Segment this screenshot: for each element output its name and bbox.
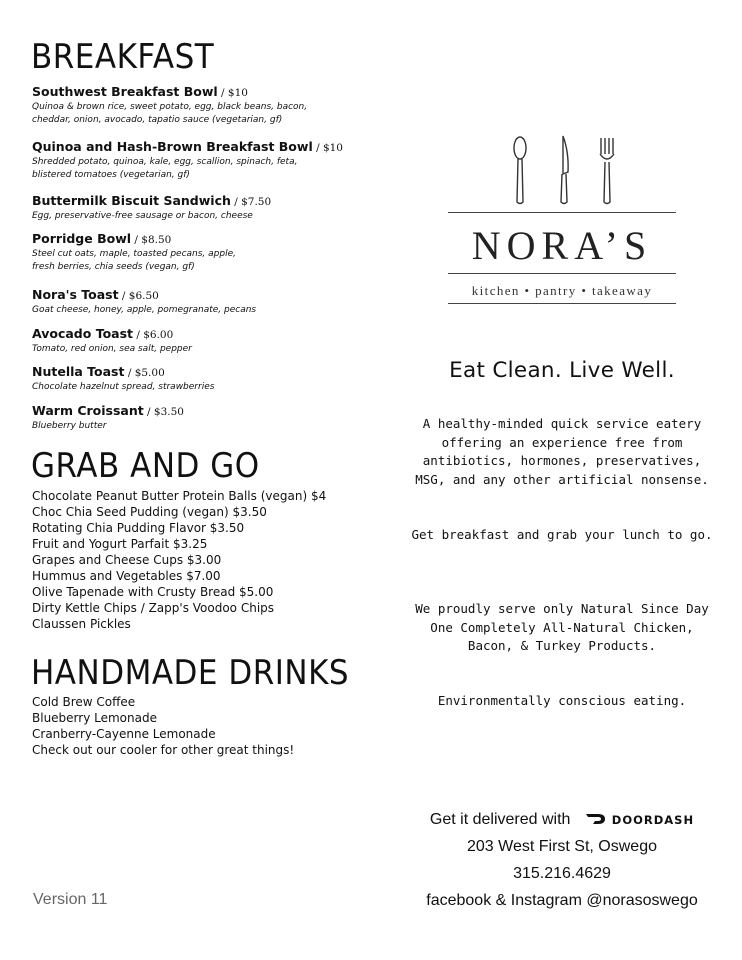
list-item: Choc Chia Seed Pudding (vegan) $3.50 <box>32 505 267 519</box>
menu-item <box>32 84 392 127</box>
menu-item-name: Quinoa and Hash-Brown Breakfast Bowl <box>32 139 313 154</box>
doordash-brand[interactable]: DOORDASH <box>611 813 695 827</box>
address: 203 West First St, Oswego <box>467 838 657 855</box>
logo-divider-bottom <box>448 303 676 304</box>
menu-item-description <box>32 101 392 127</box>
version-label: Version 11 <box>33 891 108 908</box>
grab-and-go-heading: GRAB AND GO <box>31 447 260 486</box>
menu-item-title <box>32 364 392 379</box>
drinks-list <box>32 694 294 758</box>
menu-item-title <box>32 193 392 208</box>
description-line: Goat cheese, honey, apple, pomegranate, pecans <box>32 305 257 315</box>
menu-item-title <box>32 139 392 154</box>
drinks-heading: HANDMADE DRINKS <box>31 654 350 693</box>
menu-item-name: Porridge Bowl <box>32 231 132 246</box>
menu-item <box>32 193 392 223</box>
social-handle[interactable]: facebook & Instagram @norasoswego <box>426 892 698 909</box>
menu-item-description <box>32 304 392 317</box>
about-paragraph-4: Environmentally conscious eating. <box>437 693 687 708</box>
list-item: Dirty Kettle Chips / Zapp's Voodoo Chips <box>32 601 275 615</box>
spoon-icon <box>514 137 526 204</box>
menu-item-price: / $6.50 <box>118 290 159 302</box>
menu-item-price: / $8.50 <box>131 234 172 246</box>
menu-item-description <box>32 420 392 433</box>
description-line: Shredded potato, quinoa, kale, egg, scallion, spinach, feta, <box>32 157 298 167</box>
list-item: Cranberry-Cayenne Lemonade <box>32 727 216 741</box>
menu-item-title <box>32 403 392 418</box>
menu-item-price: / $5.00 <box>124 367 165 379</box>
list-item: Rotating Chia Pudding Flavor $3.50 <box>32 521 245 535</box>
about-paragraph-1: A healthy-minded quick service eatery offering an experience free from antibiotics, hormones, preservatives, MSG, and any other artificial nonsense. <box>415 416 709 487</box>
logo-divider-middle <box>448 273 676 274</box>
about-paragraph-3: We proudly serve only Natural Since Day One Completely All-Natural Chicken, Bacon, & Turkey Products. <box>415 601 709 653</box>
menu-item-price: / $10 <box>312 142 343 154</box>
description-line: Blueberry butter <box>32 421 107 431</box>
list-item: Chocolate Peanut Butter Protein Balls (vegan) $4 <box>32 489 327 503</box>
description-line: Egg, preservative-free sausage or bacon, cheese <box>32 211 253 221</box>
knife-icon <box>561 136 568 204</box>
list-item: Grapes and Cheese Cups $3.00 <box>32 553 222 567</box>
menu-item-name: Warm Croissant <box>32 403 144 418</box>
list-item: Blueberry Lemonade <box>32 711 157 725</box>
menu-item-description <box>32 210 392 223</box>
description-line: Chocolate hazelnut spread, strawberries <box>32 382 215 392</box>
doordash-icon <box>585 813 607 825</box>
menu-item-name: Nora's Toast <box>32 287 119 302</box>
phone-number[interactable]: 315.216.4629 <box>513 865 611 882</box>
menu-item-price: / $7.50 <box>230 196 272 208</box>
list-item: Fruit and Yogurt Parfait $3.25 <box>32 537 208 551</box>
menu-item-price: / $10 <box>217 87 248 99</box>
description-line: blistered tomatoes (vegetarian, gf) <box>32 170 190 180</box>
menu-item <box>32 403 392 433</box>
logo-divider-top <box>448 212 676 213</box>
menu-item <box>32 231 392 274</box>
description-line: cheddar, onion, avocado, tapatio sauce (vegetarian, gf) <box>32 115 283 125</box>
menu-item-title <box>32 326 392 341</box>
description-line: Steel cut oats, maple, toasted pecans, apple, <box>32 249 236 259</box>
utensils-icon <box>505 134 615 206</box>
menu-item-name: Nutella Toast <box>32 364 125 379</box>
breakfast-heading: BREAKFAST <box>31 38 215 77</box>
delivery-prefix: Get it delivered with <box>429 811 571 828</box>
description-line: fresh berries, chia seeds (vegan, gf) <box>32 262 195 272</box>
menu-item-name: Avocado Toast <box>32 326 134 341</box>
menu-item-price: / $3.50 <box>143 406 184 418</box>
menu-item-name: Southwest Breakfast Bowl <box>32 84 218 99</box>
description-line: Quinoa & brown rice, sweet potato, egg, black beans, bacon, <box>32 102 308 112</box>
delivery-line <box>410 811 714 833</box>
menu-item <box>32 326 392 356</box>
menu-item-description <box>32 248 392 274</box>
menu-item <box>32 364 392 394</box>
list-item: Olive Tapenade with Crusty Bread $5.00 <box>32 585 274 599</box>
description-line: Tomato, red onion, sea salt, pepper <box>32 344 192 354</box>
menu-item-title <box>32 287 392 302</box>
list-item: Hummus and Vegetables $7.00 <box>32 569 221 583</box>
logo-name: NORA’S <box>471 223 653 268</box>
menu-item-name: Buttermilk Biscuit Sandwich <box>32 193 231 208</box>
tagline: Eat Clean. Live Well. <box>449 358 675 383</box>
menu-item-description <box>32 156 392 182</box>
menu-item-title <box>32 84 392 99</box>
list-item: Check out our cooler for other great things! <box>32 743 295 757</box>
menu-item-description <box>32 343 392 356</box>
grab-and-go-list <box>32 488 326 632</box>
menu-item-price: / $6.00 <box>133 329 174 341</box>
fork-icon <box>600 138 614 204</box>
logo-subtitle: kitchen • pantry • takeaway <box>471 283 653 298</box>
menu-item-title <box>32 231 392 246</box>
menu-item <box>32 287 392 317</box>
about-paragraph-2: Get breakfast and grab your lunch to go. <box>411 527 713 542</box>
list-item: Cold Brew Coffee <box>32 695 136 709</box>
list-item: Claussen Pickles <box>32 617 131 631</box>
menu-item-description <box>32 381 392 394</box>
menu-item <box>32 139 392 182</box>
